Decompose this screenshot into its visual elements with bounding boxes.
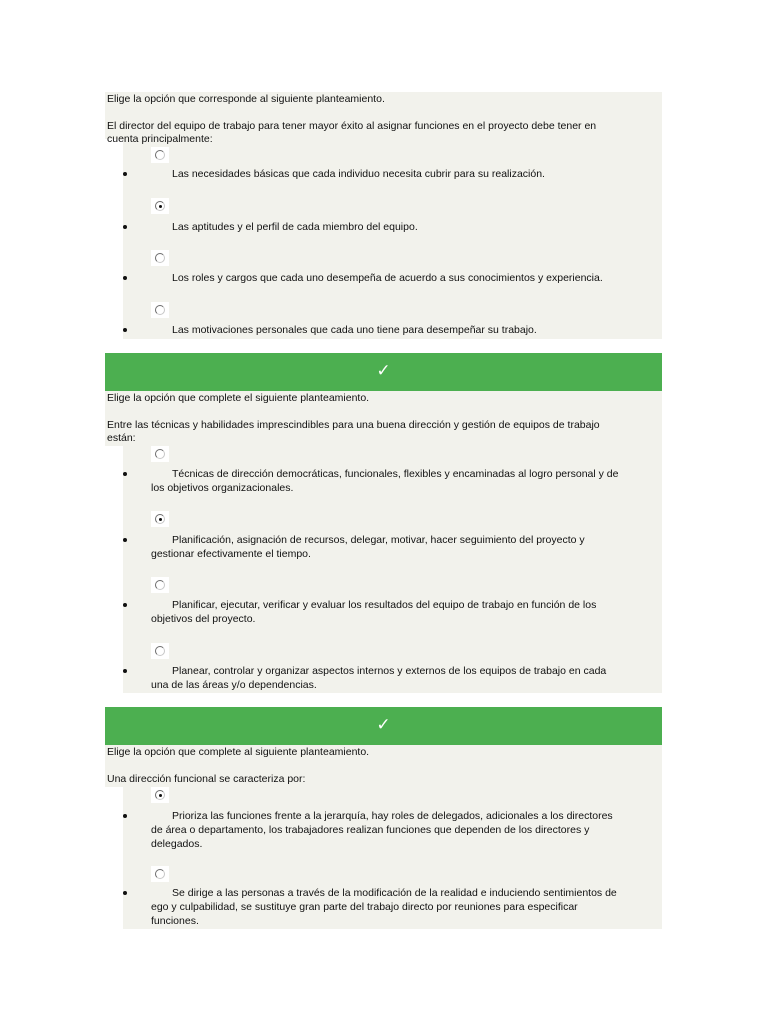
question-1-option-2-radio[interactable]	[151, 198, 169, 214]
question-1-option-1-text: Las necesidades básicas que cada individuo necesita cubrir para su realización.	[172, 168, 545, 180]
question-2-option-3-text-line-2: objetivos del proyecto.	[151, 613, 256, 625]
question-2-option-4-text-line-1: Planear, controlar y organizar aspectos internos y externos de los equipos de trabajo en cada	[172, 665, 607, 677]
checkmark-icon: ✓	[376, 715, 391, 735]
question-3-prompt-line-1: Una dirección funcional se caracteriza por:	[107, 773, 306, 785]
question-3-option-1-text-line-3: delegados.	[151, 838, 203, 850]
question-3-option-2-text-line-3: funciones.	[151, 915, 199, 927]
question-2-option-3-text-line-1: Planificar, ejecutar, verificar y evaluar los resultados del equipo de trabajo en función de los	[172, 599, 597, 611]
question-3-option-1-radio[interactable]	[151, 787, 169, 803]
question-2-option-1-text-line-2: los objetivos organizacionales.	[151, 482, 294, 494]
question-3-option-2-text-line-2: ego y culpabilidad, se sustituye gran parte del trabajo directo por reuniones para especificar	[151, 901, 578, 913]
radio-ring-icon	[155, 253, 165, 263]
bullet-icon	[123, 472, 127, 476]
bullet-icon	[123, 225, 127, 229]
question-2-option-4-radio[interactable]	[151, 643, 169, 659]
radio-ring-icon	[155, 449, 165, 459]
question-2-option-1-text-line-1: Técnicas de dirección democráticas, funcionales, flexibles y encaminadas al logro personal y de	[172, 468, 619, 480]
bullet-icon	[123, 276, 127, 280]
bullet-icon	[123, 891, 127, 895]
question-3-option-1-text-line-1: Prioriza las funciones frente a la jerarquía, hay roles de delegados, adicionales a los directores	[172, 810, 613, 822]
question-3-option-2-text-line-1: Se dirige a las personas a través de la modificación de la realidad e induciendo sentimientos de	[172, 887, 617, 899]
question-3-instruction: Elige la opción que complete al siguiente planteamiento.	[107, 746, 370, 758]
question-3-option-1-text-line-2: de área o departamento, los trabajadores realizan funciones que dependen de los directores y	[151, 824, 590, 836]
question-1-prompt-line-1: El director del equipo de trabajo para tener mayor éxito al asignar funciones en el proyecto debe tener en	[107, 120, 597, 132]
bullet-icon	[123, 603, 127, 607]
question-2-option-4-text-line-2: una de las áreas y/o dependencias.	[151, 679, 317, 691]
radio-ring-icon	[155, 790, 165, 800]
question-2-instruction: Elige la opción que complete el siguiente planteamiento.	[107, 392, 370, 404]
bullet-icon	[123, 328, 127, 332]
question-2-option-3-radio[interactable]	[151, 577, 169, 593]
checkmark-icon: ✓	[376, 361, 391, 381]
question-2-prompt-line-2: están:	[107, 432, 136, 444]
radio-ring-icon	[155, 201, 165, 211]
radio-selected-dot-icon	[159, 518, 162, 521]
radio-ring-icon	[155, 514, 165, 524]
question-1-option-3-radio[interactable]	[151, 250, 169, 266]
question-1-instruction: Elige la opción que corresponde al siguiente planteamiento.	[107, 93, 385, 105]
radio-ring-icon	[155, 869, 165, 879]
radio-ring-icon	[155, 150, 165, 160]
question-2-correct-banner	[105, 353, 662, 391]
question-3-correct-banner	[105, 707, 662, 745]
radio-ring-icon	[155, 580, 165, 590]
question-2-option-2-radio[interactable]	[151, 511, 169, 527]
question-1-option-3-text: Los roles y cargos que cada uno desempeña de acuerdo a sus conocimientos y experiencia.	[172, 272, 603, 284]
bullet-icon	[123, 172, 127, 176]
radio-selected-dot-icon	[159, 205, 162, 208]
question-2-option-2-text-line-2: gestionar efectivamente el tiempo.	[151, 548, 311, 560]
question-1-option-1-radio[interactable]	[151, 147, 169, 163]
question-2-option-2-text-line-1: Planificación, asignación de recursos, delegar, motivar, hacer seguimiento del proyecto y	[172, 534, 585, 546]
question-1-option-2-text: Las aptitudes y el perfil de cada miembro del equipo.	[172, 221, 418, 233]
question-1-prompt-line-2: cuenta principalmente:	[107, 133, 213, 145]
question-1-option-4-text: Las motivaciones personales que cada uno tiene para desempeñar su trabajo.	[172, 324, 537, 336]
question-3-option-2-radio[interactable]	[151, 866, 169, 882]
question-2-option-1-radio[interactable]	[151, 446, 169, 462]
question-2-prompt-line-1: Entre las técnicas y habilidades imprescindibles para una buena dirección y gestión de equipos de trabajo	[107, 419, 600, 431]
radio-selected-dot-icon	[159, 794, 162, 797]
bullet-icon	[123, 669, 127, 673]
radio-ring-icon	[155, 646, 165, 656]
bullet-icon	[123, 814, 127, 818]
bullet-icon	[123, 538, 127, 542]
radio-ring-icon	[155, 305, 165, 315]
question-1-option-4-radio[interactable]	[151, 302, 169, 318]
